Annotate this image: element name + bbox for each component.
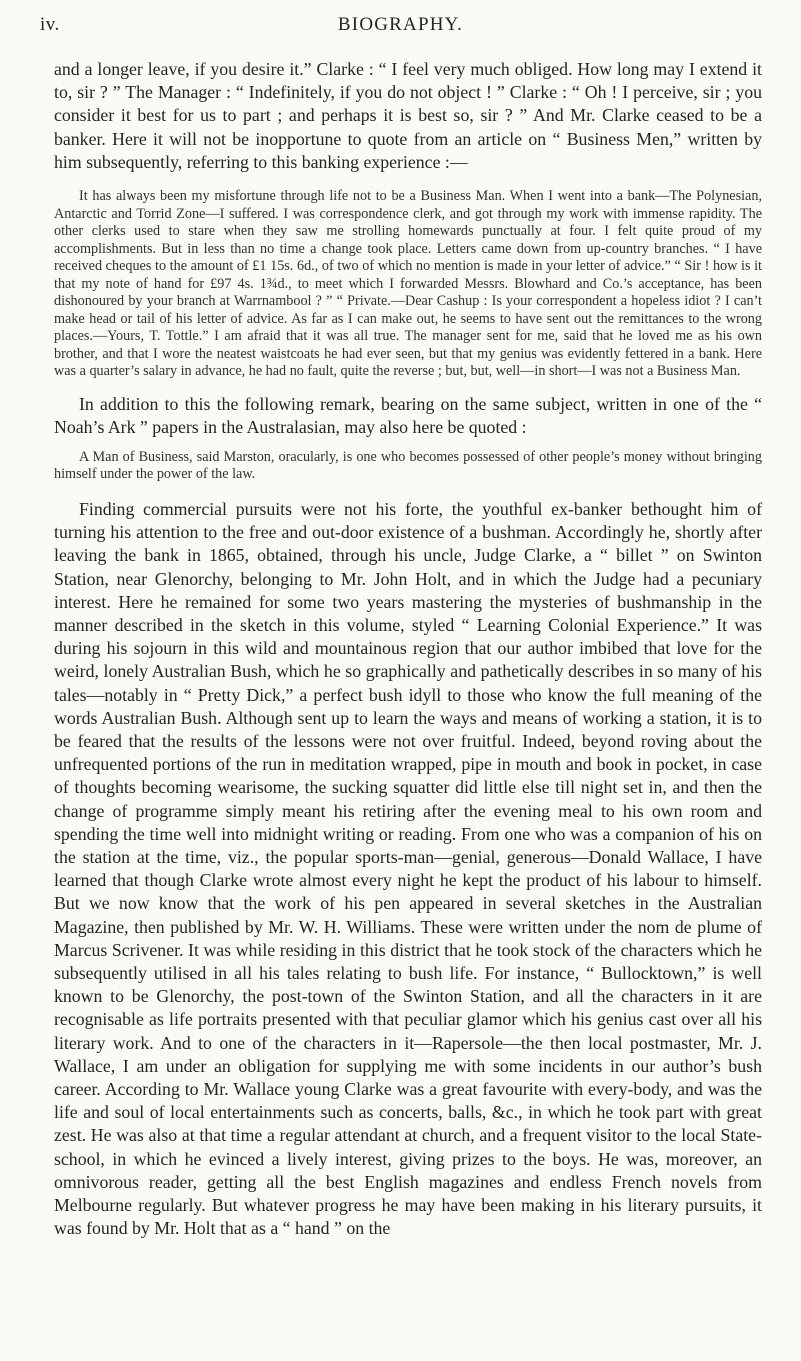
paragraph-bush-life: Finding commercial pursuits were not his forte, the youthful ex-banker bethought him of turning his attention to the free and out-door existence of a bushman. Accordingly he, shortly after leaving the bank in 1865, obtained, through his uncle, Judge Clarke, a “ billet ” on Swinton Station, near Glenorchy, belonging to Mr. John Holt, and in which the Judge had a pecuniary interest. Here he remained for some two years mastering the mysteries of bushmanship in the manner described in the sketch in this volume, styled “ Learning Colonial Experience.” It was during his sojourn in this wild and mountainous region that our author imbibed that love for the weird, lonely Australian Bush, which he so graphically and pathetically describes in so many of his tales—notably in “ Pretty Dick,” a perfect bush idyll to those who know the full meaning of the words Australian Bush. Although sent up to learn the ways and means of working a station, it is to be feared that the results of the lessons were not over fruitful. Indeed, beyond roving about the unfrequented portions of the run in meditation wrapped, pipe in mouth and book in pocket, in case of thoughts becoming wearisome, the sucking squatter did little else till night set in, and then the change of programme simply meant his retiring after the evening meal to his own room and spending the time well into midnight writing or reading. From one who was a companion of his on the station at the time, viz., the popular sports-man—genial, generous—Donald Wallace, I have learned that though Clarke wrote almost every night he kept the product of his labour to himself. But we now know that the work of his pen appeared in several sketches in the Australian Magazine, then published by Mr. W. H. Williams. These were written under the nom de plume of Marcus Scrivener. It was while residing in this district that he took stock of the characters which he subsequently utilised in all his tales relating to bush life. For instance, “ Bullocktown,” is well known to be Glenorchy, the post-town of the Swinton Station, and all the characters in it are recognisable as life portraits presented with that peculiar glamor which his genius cast over all his literary work. And to one of the characters in it—Rapersole—the then local postmaster, Mr. J. Wallace, I am under an obligation for supplying me with some incidents in our author’s bush career. According to Mr. Wallace young Clarke was a great favourite with every-body, and was the life and soul of local entertainments such as concerts, balls, &c., in which he took part with great zest. He was also at that time a regular attendant at church, and a frequent visitor to the local State-school, in which he evinced a lively interest, giving prizes to the boys. He was, moreover, an omnivorous reader, getting all the best English magazines and endless French novels from Melbourne regularly. But whatever progress he may have been making in his literary pursuits, it was found by Mr. Holt that as a “ hand ” on the [54,498,762,1239]
page-body [54,58,762,1240]
paragraph-dialogue: and a longer leave, if you desire it.” Clarke : “ I feel very much obliged. How long may I extend it to, sir ? ” The Manager : “ Indefinitely, if you do not object ! ” Clarke : “ Oh ! I perceive, sir ; you consider it best for us to part ; and perhaps it is best so, sir ? ” And Mr. Clarke ceased to be a banker. Here it will not be inopportune to quote from an article on “ Business Men,” written by him subsequently, referring to this banking experience :— [54,59,762,172]
block-quote-noahs-ark: A Man of Business, said Marston, oracularly, is one who becomes possessed of other people’s money without bringing himself under the power of the law. [54,448,762,483]
page-number: iv. [40,14,60,35]
paragraph-addition: In addition to this the following remark, bearing on the same subject, written in one of the “ Noah’s Ark ” papers in the Australasian, may also here be quoted : [54,393,762,437]
block-quote-business-men: It has always been my misfortune through life not to be a Business Man. When I went into a bank—The Polynesian, Antarctic and Torrid Zone—I suffered. I was correspondence clerk, and got through my work with immense rapidity. The other clerks used to stare when they saw me strolling homewards punctually at four. I felt quite proud of my accomplishments. But in less than no time a change took place. Letters came down from up-country branches. “ I have received cheques to the amount of £1 15s. 6d., of two of which no mention is made in your letter of advice.” “ Sir ! how is it that my note of hand for £97 4s. 1¾d., to meet which I forwarded Messrs. Blowhard and Co.’s acceptance, has been dishonoured by your branch at Warrnambool ? ” “ Private.—Dear Cashup : Is your correspondent a hopeless idiot ? I can’t make head or tail of his letter of advice. As far as I can make out, he seems to have sent out the remittances to the wrong places.—Yours, T. Tottle.” I am afraid that it was all true. The manager sent for me, said that he loved me as his own brother, and that I wore the neatest waistcoats he had ever seen, but that my genius was evidently fettered in a bank. Here was a quarter’s salary in advance, he had no fault, quite the reverse ; but, but, well—in short—I was not a Business Man. [54,188,762,380]
running-title: BIOGRAPHY. [337,14,464,35]
